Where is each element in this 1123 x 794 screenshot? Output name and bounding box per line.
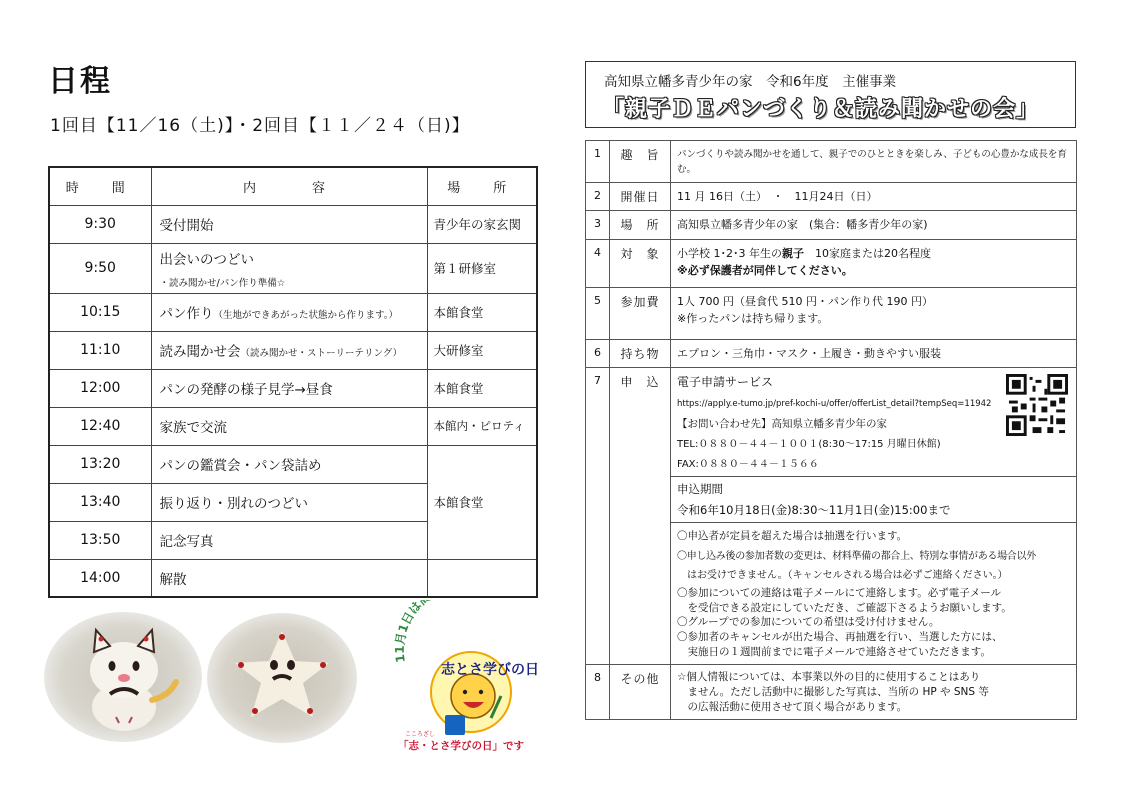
table-row (586, 665, 1077, 720)
row-key: 場 所 (610, 211, 671, 239)
note-line: はお受けできません。（キャンセルされる場合は必ずご連絡ください。） (677, 570, 1008, 582)
row-key: 対 象 (610, 239, 671, 287)
row-content: 記念写真 (151, 521, 427, 559)
row-key: 申 込 (610, 367, 671, 665)
period-label: 申込期間 (677, 482, 723, 497)
row-value: パンづくりや読み聞かせを通して、親子でのひとときを楽しみ、子どもの心豊かな成長を育む。 (671, 141, 1077, 183)
fee-note: ※作ったパンは持ち帰ります。 (677, 311, 829, 325)
row-time: 11:10 (49, 331, 151, 369)
application-service: 電子申請サービス (677, 374, 774, 389)
logo-ruby: こころざし (405, 731, 436, 738)
note-line: 〇グループでの参加についての希望は受け付けません。 (677, 616, 940, 629)
table-row (586, 367, 1077, 665)
row-number: 4 (586, 239, 610, 287)
guardian-notice: ※必ず保護者が同伴してください。 (677, 263, 853, 277)
row-note: （読み聞かせ・ストーリーテリング） (240, 348, 403, 359)
row-time: 13:40 (49, 483, 151, 521)
row-content: 読み聞かせ会 (159, 344, 241, 360)
row-place: 第１研修室 (427, 243, 537, 293)
info-table (585, 140, 1077, 720)
row-number: 8 (586, 665, 610, 720)
qr-code-icon[interactable] (1006, 374, 1068, 436)
logo-caption: 「志・とさ学びの日」です (398, 740, 524, 752)
period-value: 令和6年10月18日(金)8:30～11月1日(金)15:00まで (677, 502, 951, 517)
row-content: パン作り (159, 306, 214, 322)
contact-line: 【お問い合わせ先】高知県立幡多青少年の家 (677, 417, 887, 430)
row-place: 青少年の家玄関 (427, 205, 537, 243)
row-content-cell (151, 293, 427, 331)
note-line: 〇参加者のキャンセルが出た場合、再抽選を行い、当選した方には、 (677, 630, 1003, 643)
row-content: パンの鑑賞会・パン袋詰め (151, 445, 427, 483)
fax-line: FAX:０８８０－４４－１５６６ (677, 458, 819, 470)
note-line: を受信できる設定にしていただき、ご確認下さるようお願いします。 (677, 601, 1012, 614)
fee-line: 1人 700 円（昼食代 510 円・パン作り代 190 円） (677, 294, 933, 308)
row-number: 2 (586, 183, 610, 211)
row-content: 受付開始 (151, 205, 427, 243)
schedule-table (48, 166, 538, 598)
target-line (677, 245, 1070, 262)
row-time: 13:20 (49, 445, 151, 483)
row-content: 解散 (151, 559, 427, 597)
row-value (671, 665, 1077, 720)
other-line: ☆個人情報については、本事業以外の目的に使用することはあり (677, 671, 981, 684)
table-row (586, 141, 1077, 183)
row-key: 開催日 (610, 183, 671, 211)
table-row (49, 205, 537, 243)
row-time: 9:30 (49, 205, 151, 243)
row-key: 持ち物 (610, 339, 671, 367)
table-row (49, 445, 537, 483)
row-value: 高知県立幡多青少年の家 (集合：幡多青少年の家) (671, 211, 1077, 239)
row-time: 14:00 (49, 559, 151, 597)
table-row (586, 239, 1077, 287)
table-row (49, 407, 537, 445)
row-key: その他 (610, 665, 671, 720)
row-time: 12:00 (49, 369, 151, 407)
row-note: ・読み聞かせ/パン作り準備☆ (159, 277, 286, 289)
tel-line: TEL:０８８０－４４－１００１(8:30～17:15 月曜日休館) (677, 438, 941, 450)
bread-cat-image (44, 612, 202, 742)
row-time: 12:40 (49, 407, 151, 445)
note-line: 実施日の１週間前までに電子メールで連絡させていただきます。 (677, 645, 991, 658)
row-value (671, 287, 1077, 339)
row-number: 1 (586, 141, 610, 183)
application-url[interactable]: https://apply.e-tumo.jp/pref-kochi-u/offer/offerList_detail?tempSeq=11942 (677, 399, 992, 410)
event-title: 「親子ＤＥパンづくり＆読み聞かせの会」 (602, 97, 1040, 122)
note-line: 〇申し込み後の参加者数の変更は、材料準備の都合上、特別な事情がある場合以外 (677, 550, 1036, 562)
organizer: 高知県立幡多青少年の家 令和6年度 主催事業 (604, 74, 897, 90)
session-dates: 1回目【11／16（土)】・2回目【１１／２４（日)】 (50, 116, 470, 136)
header-content: 内 容 (151, 167, 427, 205)
row-time: 13:50 (49, 521, 151, 559)
header-place: 場 所 (427, 167, 537, 205)
divider (671, 522, 1076, 523)
row-time: 9:50 (49, 243, 151, 293)
row-content: 振り返り・別れのつどい (151, 483, 427, 521)
row-key: 趣 旨 (610, 141, 671, 183)
row-value (671, 367, 1077, 665)
event-title-box (585, 61, 1076, 128)
svg-text:11月1日は高知県教育の日 (393, 600, 505, 664)
table-row (586, 287, 1077, 339)
divider (671, 476, 1076, 477)
row-place: 本館内・ピロティ (427, 407, 537, 445)
note-line: 〇参加についての連絡は電子メールにて連絡します。必ず電子メール (677, 586, 1002, 599)
bread-cat-photo (44, 612, 202, 742)
row-content: 家族で交流 (151, 407, 427, 445)
row-number: 7 (586, 367, 610, 665)
row-content: パンの発酵の様子見学→昼食 (151, 369, 427, 407)
table-row (49, 293, 537, 331)
row-number: 5 (586, 287, 610, 339)
other-line: ません。ただし活動中に撮影した写真は、当所の HP や SNS 等 (677, 686, 989, 698)
note-line: 〇申込者が定員を超えた場合は抽選を行います。 (677, 530, 908, 543)
row-value (671, 239, 1077, 287)
header-time: 時 間 (49, 167, 151, 205)
table-row (49, 331, 537, 369)
row-time: 10:15 (49, 293, 151, 331)
row-content-cell (151, 243, 427, 293)
table-row (586, 339, 1077, 367)
row-value: 11 月 16日（土） ・ 11月24日（日） (671, 183, 1077, 211)
logo-center-text: 志とさ学びの日 (441, 662, 539, 678)
table-row (49, 559, 537, 597)
table-row (49, 243, 537, 293)
logo-arc-text: 11月1日は (392, 600, 425, 664)
row-key: 参加費 (610, 287, 671, 339)
row-number: 6 (586, 339, 610, 367)
target-bold: 親子 (782, 246, 804, 260)
row-content-cell (151, 331, 427, 369)
table-row (586, 211, 1077, 239)
row-number: 3 (586, 211, 610, 239)
row-place: 本館食堂 (427, 369, 537, 407)
row-place: 大研修室 (427, 331, 537, 369)
table-row (586, 183, 1077, 211)
bread-star-image (207, 613, 357, 743)
schedule-header-row (49, 167, 537, 205)
other-line: の広報活動に使用させて頂く場合があります。 (677, 700, 908, 713)
table-row (49, 369, 537, 407)
row-note: （生地ができあがった状態から作ります。） (213, 310, 398, 321)
target-pre: 小学校 1･2･3 年生の (677, 246, 782, 260)
row-place: 本館食堂 (427, 293, 537, 331)
page-heading: 日程 (48, 64, 112, 99)
bread-star-photo (207, 613, 357, 743)
row-content: 出会いのつどい (159, 251, 254, 268)
row-place (427, 559, 537, 597)
row-place: 本館食堂 (427, 445, 537, 559)
row-value: エプロン・三角巾・マスク・上履き・動きやすい服装 (671, 339, 1077, 367)
target-post: 10家庭または20名程度 (804, 246, 931, 260)
